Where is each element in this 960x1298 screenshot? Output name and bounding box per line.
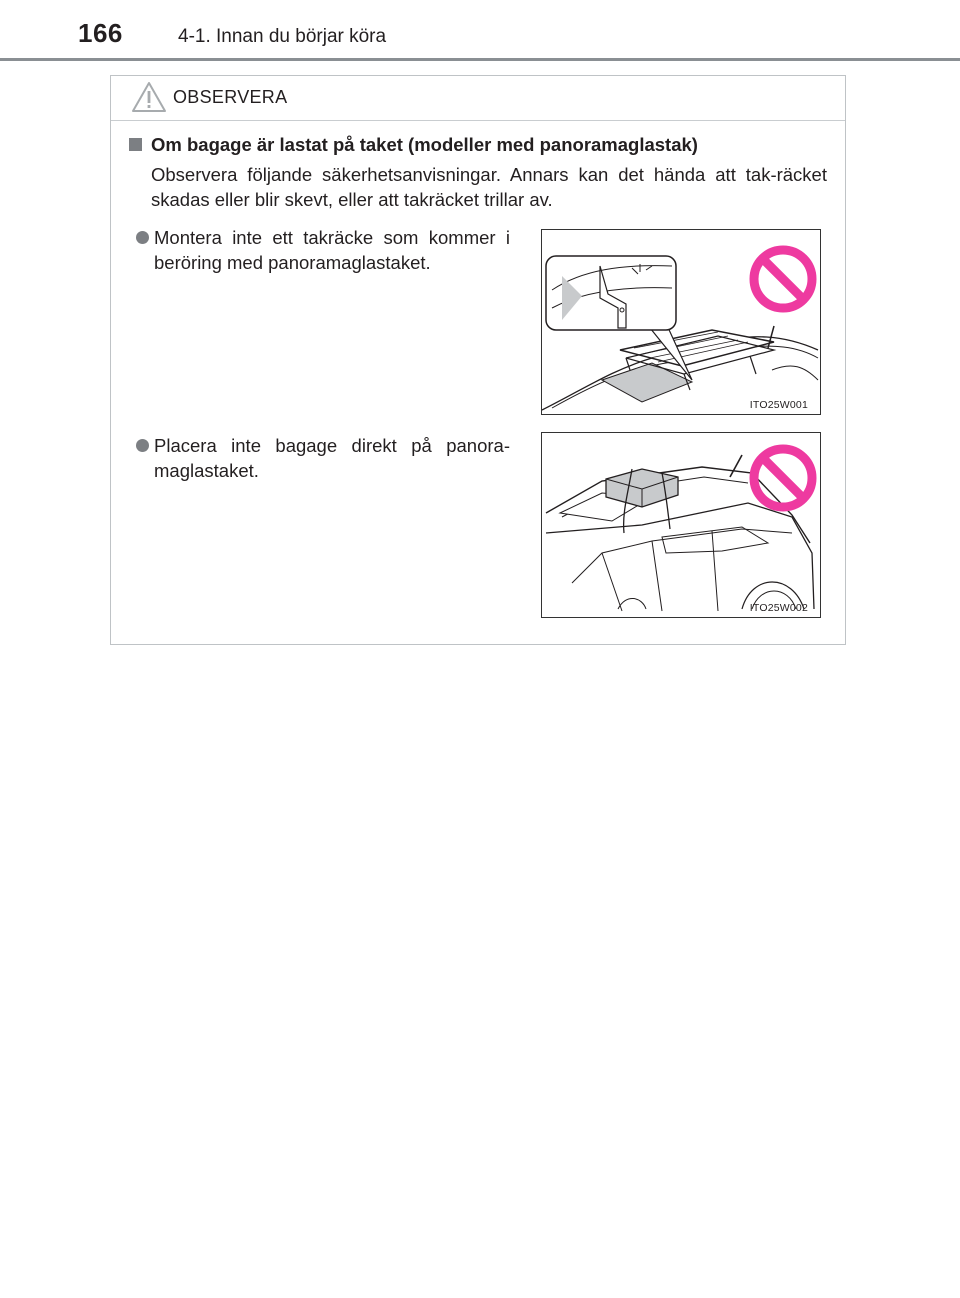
warning-title: OBSERVERA: [173, 87, 288, 107]
warning-section: [129, 134, 829, 212]
prohibited-icon: [748, 244, 818, 314]
figure-code: ITO25W001: [749, 399, 808, 411]
chapter-title: 4-1. Innan du börjar köra: [178, 26, 387, 47]
warning-triangle-icon: [131, 80, 167, 114]
round-bullet-icon: [136, 439, 149, 452]
section-heading: [129, 134, 829, 156]
figure-roof-rack: [541, 229, 821, 415]
section-body: Observera följande säkerhetsanvisningar. Annars kan det hända att tak-räcket skadas eller blir skevt, eller att takräcket trillar av.: [151, 164, 827, 210]
bullet-item-1-text: Montera inte ett takräcke som kommer i beröring med panoramaglastaket.: [154, 227, 510, 273]
page-number: 166: [78, 18, 123, 48]
bullet-item-2-text: Placera inte bagage direkt på panora-maglastaket.: [154, 435, 510, 481]
prohibited-icon: [748, 443, 818, 513]
header-divider: [0, 58, 960, 61]
section-heading-text: Om bagage är lastat på taket (modeller med panoramaglastak): [151, 134, 698, 155]
round-bullet-icon: [136, 231, 149, 244]
figure-luggage-on-roof: [541, 432, 821, 618]
figure-code: ITO25W002: [749, 602, 808, 614]
square-bullet-icon: [129, 138, 142, 151]
bullet-item-1: [132, 225, 510, 275]
warning-header: [111, 76, 845, 121]
bullet-item-2: [132, 433, 510, 483]
